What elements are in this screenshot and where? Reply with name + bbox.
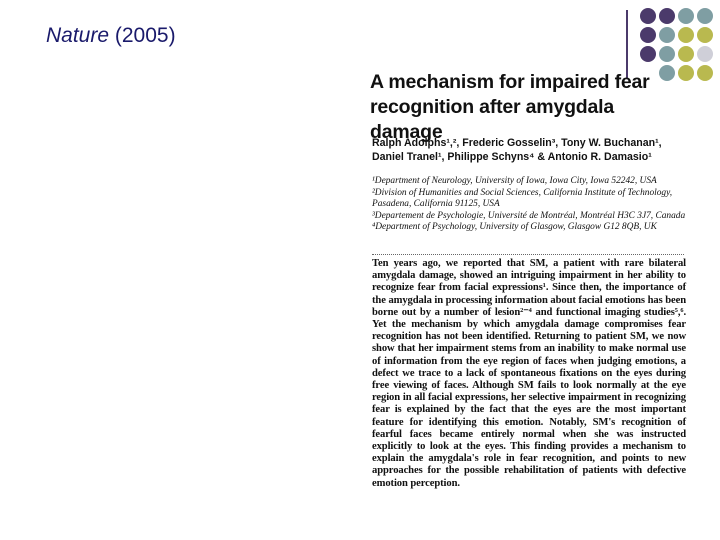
decorative-dot (678, 46, 694, 62)
affiliation: ²Division of Humanities and Social Sciences, California Institute of Technology, Pasadena, California 91125, USA (372, 187, 673, 210)
decorative-dot (659, 27, 675, 43)
paper-excerpt (368, 70, 688, 530)
decorative-dot (697, 46, 713, 62)
abstract-text: Ten years ago, we reported that SM, a patient with rare bilateral amygdala damage, showed an intriguing impairment in her ability to recognize fear from facial expressions¹. Since then, the importance of the amygdala in processing information about facial emotions has been borne out by a number of lesion²⁻⁴ and functional imaging studies⁵,⁶. Yet the mechanism by which amygdala damage compromises fear recognition has not been identified. Returning to patient SM, we now show that her impairment stems from an inability to make normal use of information from the eye region of faces when judging emotions, a defect we trace to a lack of spontaneous fixations on the eyes during free viewing of faces. Although SM fails to look normally at the eye region in all facial expressions, her selective impairment in recognizing fear is explained by the fact that the eyes are the most important feature for identifying this emotion. Notably, SM's recognition of fearful faces became entirely normal when she was instructed explicitly to look at the eyes. This finding provides a mechanism to explain the amygdala's role in fear recognition, and points to new approaches for the possible rehabilitation of patients with defective emotion perception. (372, 258, 686, 489)
journal-name: Nature (46, 24, 110, 47)
decorative-divider (626, 10, 628, 78)
affiliation: ³Departement de Psychologie, Université de Montréal, Montréal H3C 3J7, Canada (372, 210, 686, 221)
affiliation: ⁴Department of Psychology, University of Glasgow, Glasgow G12 8QB, UK (372, 222, 657, 233)
paper-title: A mechanism for impaired fear recognition after amygdala damage (370, 71, 650, 143)
decorative-dot (640, 46, 656, 62)
decorative-dot (697, 8, 713, 24)
affiliation-list (372, 176, 688, 234)
decorative-dot (640, 8, 656, 24)
slide-title (46, 24, 176, 48)
decorative-dot (678, 27, 694, 43)
decorative-dot (697, 65, 713, 81)
decorative-dot (640, 27, 656, 43)
publication-year: (2005) (114, 24, 176, 47)
decorative-dot (659, 8, 675, 24)
decorative-dot (659, 46, 675, 62)
author-list: Ralph Adolphs¹,², Frederic Gosselin³, Tony W. Buchanan¹, Daniel Tranel¹, Philippe Schyns⁴ & Antonio R. Damasio¹ (372, 137, 662, 163)
affiliation: ¹Department of Neurology, University of Iowa, Iowa City, Iowa 52242, USA (372, 176, 657, 186)
decorative-dot (697, 27, 713, 43)
decorative-dot (678, 8, 694, 24)
separator-rule (372, 254, 684, 255)
